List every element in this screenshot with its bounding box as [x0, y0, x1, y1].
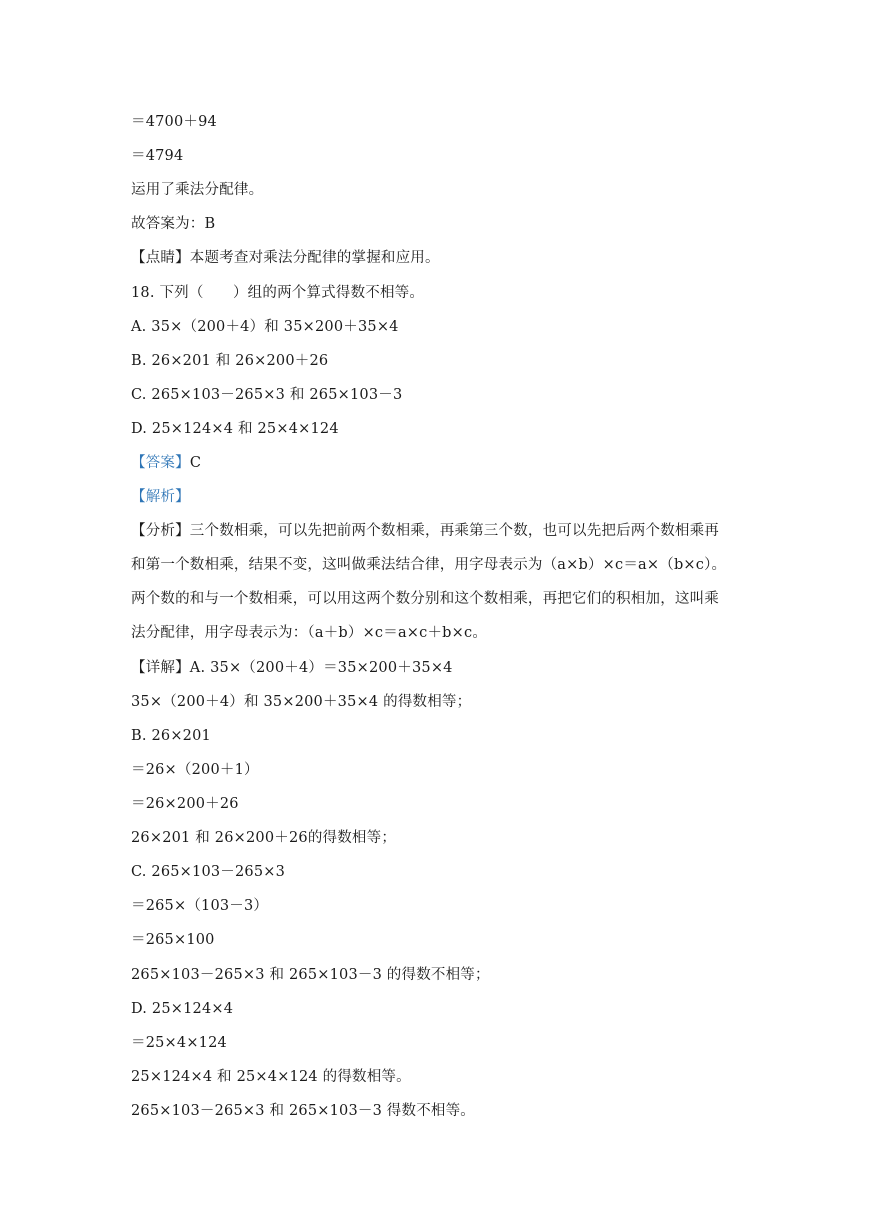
text-line: 运用了乘法分配律。 — [131, 182, 264, 198]
option-c: C. 265×103－265×3 和 265×103－3 — [131, 387, 403, 403]
analysis-label: 【解析】 — [131, 489, 190, 505]
analysis-heading — [131, 487, 190, 507]
text-line: D. 25×124×4 — [131, 1001, 234, 1017]
text-line: 35×（200＋4）和 35×200＋35×4 的得数相等； — [131, 694, 472, 710]
text-line: ＝265×100 — [131, 932, 215, 948]
text-line: 【点睛】本题考查对乘法分配律的掌握和应用。 — [131, 250, 440, 266]
text-line: C. 265×103－265×3 — [131, 864, 286, 880]
text-line: ＝26×（200＋1） — [131, 762, 259, 778]
text-line: 265×103－265×3 和 265×103－3 得数不相等。 — [131, 1103, 476, 1119]
option-d: D. 25×124×4 和 25×4×124 — [131, 421, 339, 437]
text-line: 和第一个数相乘，结果不变，这叫做乘法结合律，用字母表示为（a×b）×c＝a×（b×c）。 — [131, 557, 727, 573]
text-line: 两个数的和与一个数相乘，可以用这两个数分别和这个数相乘，再把它们的积相加，这叫乘 — [131, 591, 719, 607]
answer-label: 【答案】 — [131, 455, 190, 471]
text-line: 【详解】A. 35×（200＋4）＝35×200＋35×4 — [131, 660, 453, 676]
text-line: 265×103－265×3 和 265×103－3 的得数不相等； — [131, 967, 490, 983]
answer-value: C — [189, 455, 202, 471]
text-line: 故答案为：B — [131, 216, 216, 232]
text-line: 【分析】三个数相乘，可以先把前两个数相乘，再乘第三个数，也可以先把后两个数相乘再 — [131, 523, 719, 539]
text-line: 25×124×4 和 25×4×124 的得数相等。 — [131, 1069, 411, 1085]
text-line: ＝265×（103－3） — [131, 898, 269, 914]
option-a: A. 35×（200＋4）和 35×200＋35×4 — [131, 319, 399, 335]
option-b: B. 26×201 和 26×200＋26 — [131, 353, 329, 369]
text-line: ＝4700＋94 — [131, 114, 217, 130]
question-stem: 18. 下列（ ）组的两个算式得数不相等。 — [131, 285, 425, 301]
text-line: B. 26×201 — [131, 728, 211, 744]
text-line: 法分配律，用字母表示为：（a＋b）×c＝a×c＋b×c。 — [131, 625, 488, 641]
text-line: ＝26×200＋26 — [131, 796, 239, 812]
text-line: ＝4794 — [131, 148, 184, 164]
answer-line — [131, 453, 201, 473]
text-line: 26×201 和 26×200＋26的得数相等； — [131, 830, 397, 846]
text-line: ＝25×4×124 — [131, 1035, 227, 1051]
